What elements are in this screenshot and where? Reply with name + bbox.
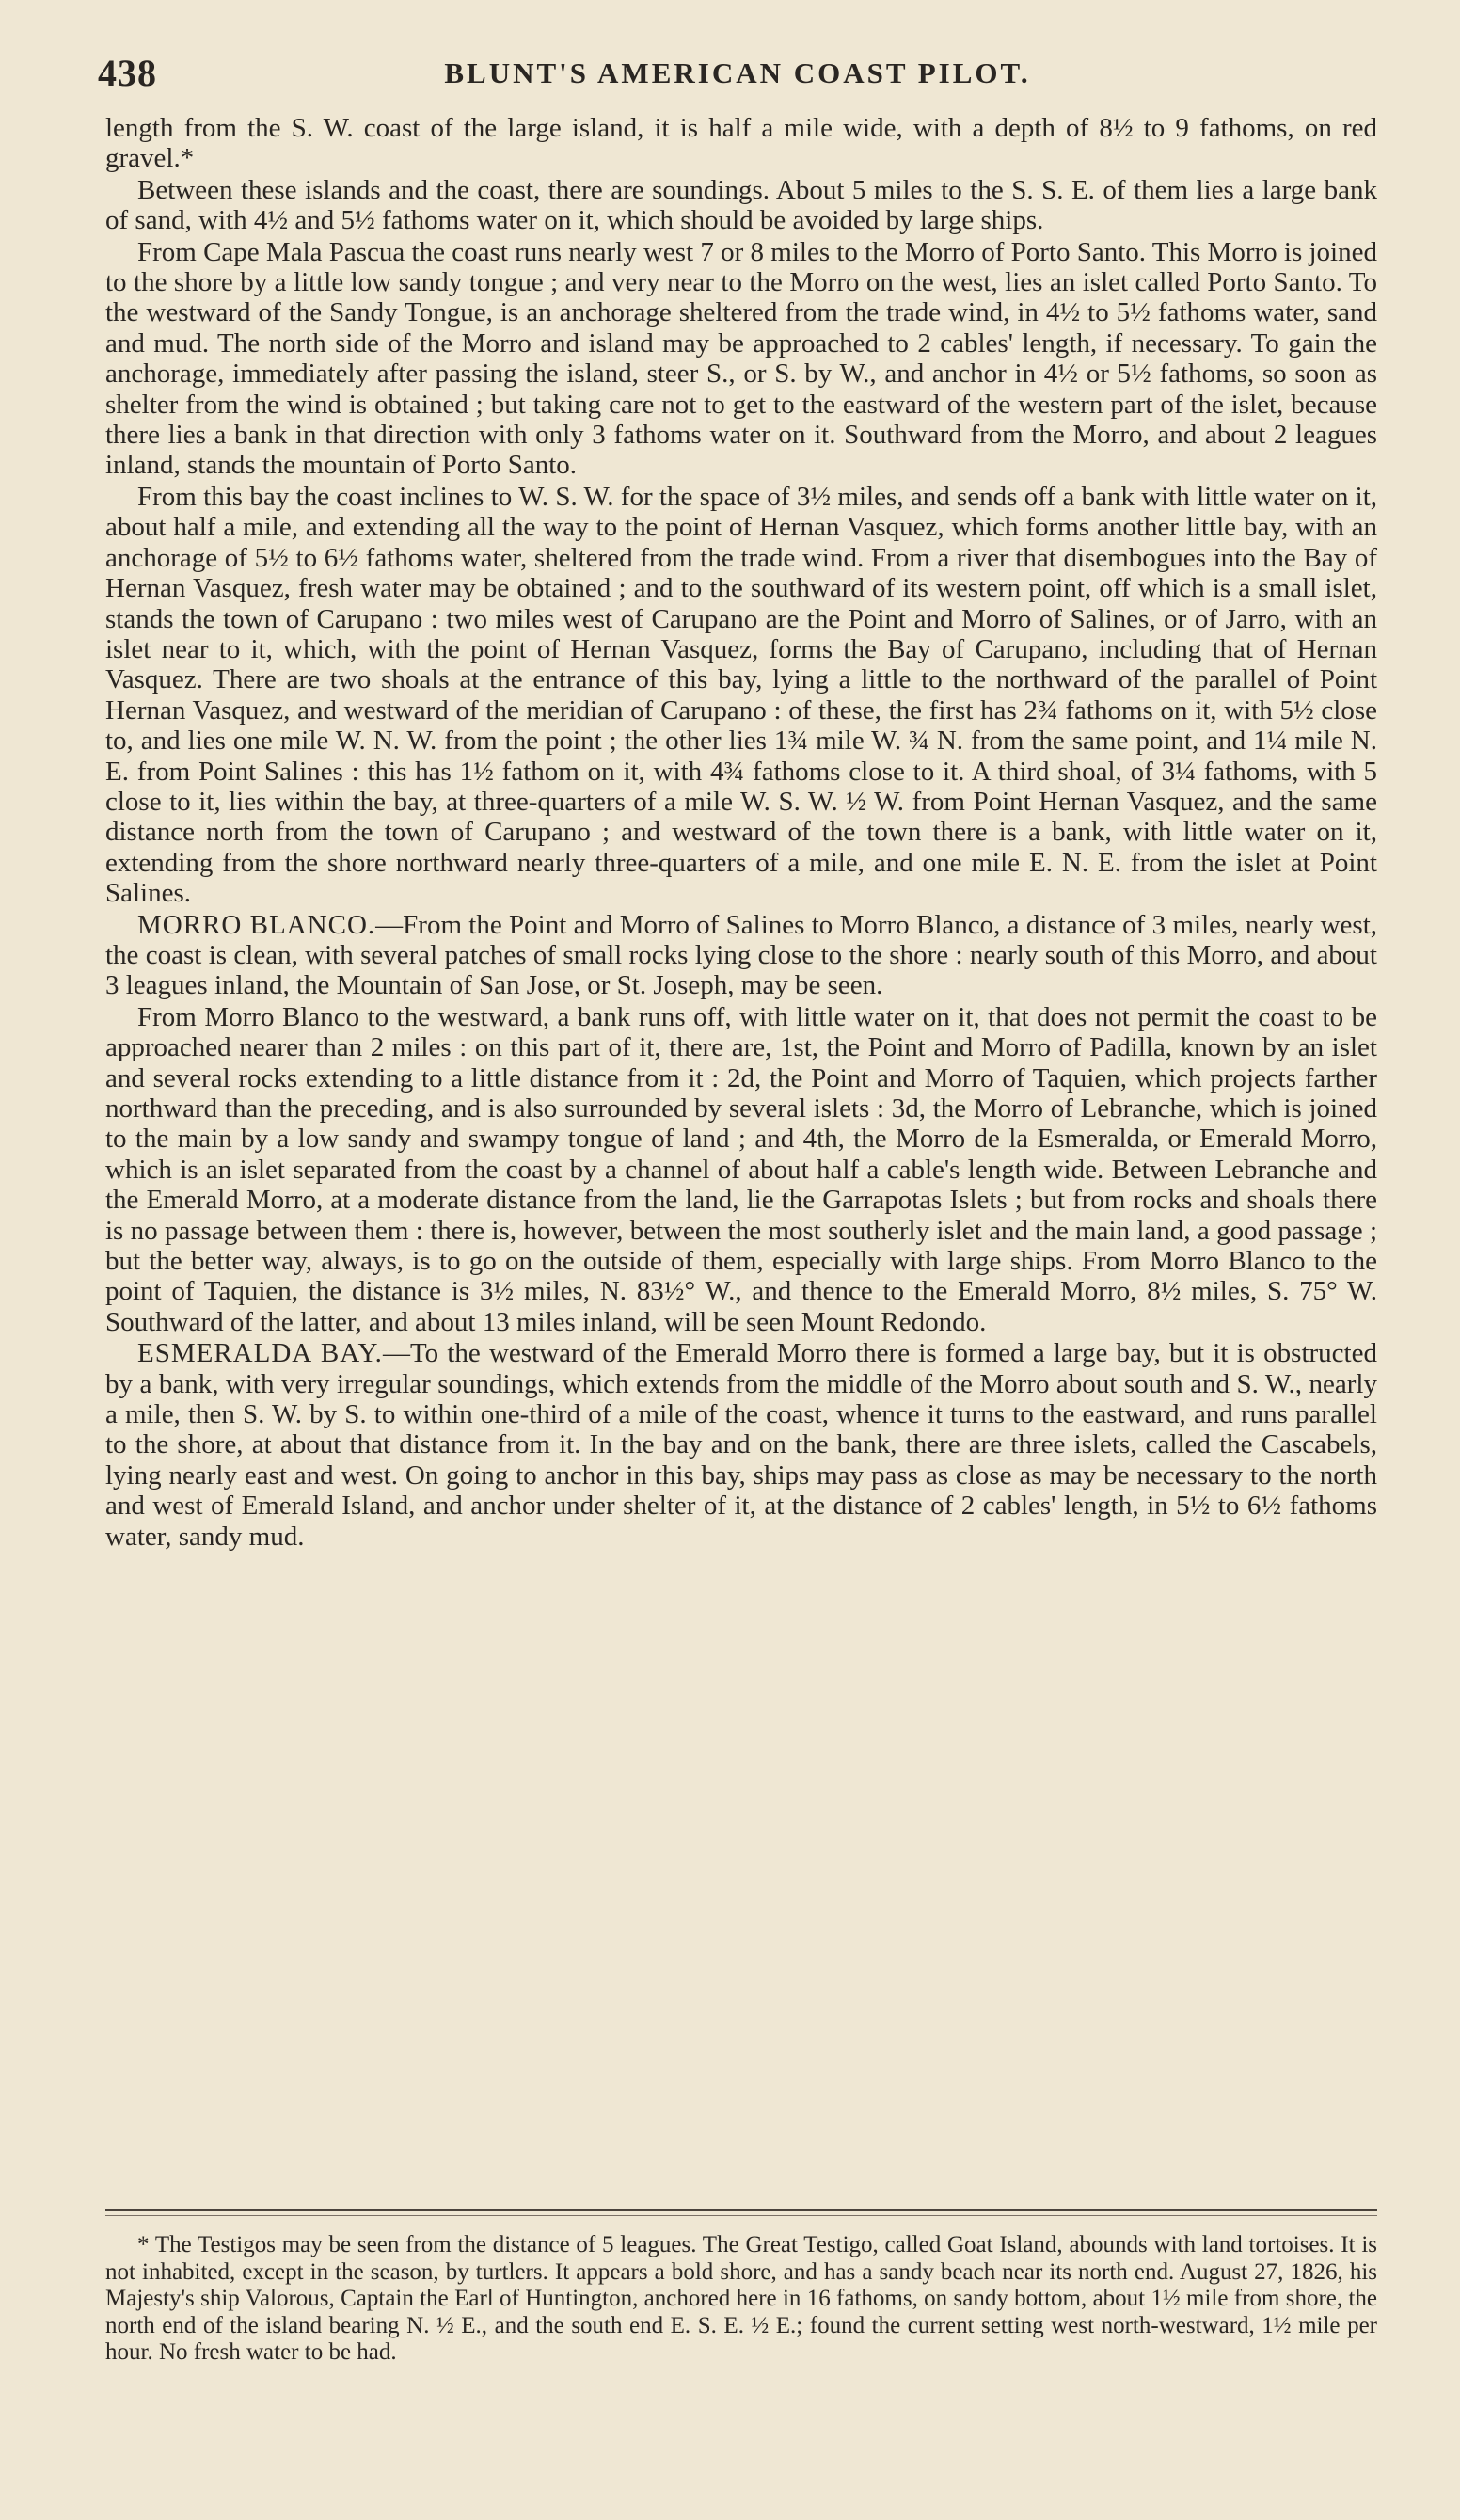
footnote-rule-top [105,2209,1377,2211]
paragraph-esmeralda-bay-text: —To the westward of the Emerald Morro there is formed a large bay, but it is obstructed by a bank, with very irregular soundings, which extends from the middle of the Morro about south and S. W., nearly a mile, then S. W. by S. to within one-third of a mile of the coast, whence it turns to the eastward, and runs parallel to the shore, at about that distance from it. In the bay and on the bank, there are three islets, called the Cascabels, lying nearly east and west. On going to anchor in this bay, ships may pass as close as may be necessary to the north and west of Emerald Island, and anchor under shelter of it, at the distance of 2 cables' length, in 5½ to 6½ fathoms water, sandy mud. [105,1338,1377,1552]
paragraph-hernan-vasquez: From this bay the coast inclines to W. S. W. for the space of 3½ miles, and sends off a bank with little water on it, about half a mile, and extending all the way to the point of Hernan Vasquez, which forms another little bay, with an anchorage of 5½ to 6½ fathoms water, sheltered from the trade wind. From a river that disembogues into the Bay of Hernan Vasquez, fresh water may be obtained ; and to the southward of its western point, off which is a small islet, stands the town of Carupano : two miles west of Carupano are the Point and Morro of Salines, or of Jarro, with an islet near to it, which, with the point of Hernan Vasquez, forms the Bay of Carupano, including that of Hernan Vasquez. There are two shoals at the entrance of this bay, lying a little to the northward of the parallel of Point Hernan Vasquez, and westward of the meridian of Carupano : of these, the first has 2¾ fathoms on it, with 5½ close to, and lies one mile W. N. W. from the point ; the other lies 1¾ mile W. ¾ N. from the same point, and 1¼ mile N. E. from Point Salines : this has 1½ fathom on it, with 4¾ fathoms close to it. A third shoal, of 3¼ fathoms, with 5 close to it, lies within the bay, at three-quarters of a mile W. S. W. ½ W. from Point Hernan Vasquez, and the same distance north from the town of Carupano ; and westward of the town there is a bank, with little water on it, extending from the shore northward nearly three-quarters of a mile, and one mile E. N. E. from the islet at Point Salines. [105,481,1377,909]
paragraph-porto-santo: From Cape Mala Pascua the coast runs nearly west 7 or 8 miles to the Morro of Porto Santo. This Morro is joined to the shore by a little low sandy tongue ; and very near to the Morro on the west, lies an islet called Porto Santo. To the westward of the Sandy Tongue, is an anchorage sheltered from the trade wind, in 4½ to 5½ fathoms water, sand and mud. The north side of the Morro and island may be approached to 2 cables' length, if necessary. To gain the anchorage, immediately after passing the island, steer S., or S. by W., and anchor in 4½ or 5½ fathoms, so soon as shelter from the wind is obtained ; but taking care not to get to the eastward of the western part of the islet, because there lies a bank in that direction with only 3 fathoms water on it. Southward from the Morro, and about 2 leagues inland, stands the mountain of Porto Santo. [105,236,1377,481]
footnote-text: * The Testigos may be seen from the distance of 5 leagues. The Great Testigo, called Goat Island, abounds with land tortoises. It is not inhabited, except in the season, by turtlers. It appears a bold shore, and has a sandy beach near its north end. August 27, 1826, his Majesty's ship Valorous, Captain the Earl of Huntington, anchored here in 16 fathoms, on sandy bottom, about 1½ mile from shore, the north end of the island bearing N. ½ E., and the south end E. S. E. ½ E.; found the current setting west north-westward, 1½ mile per hour. No fresh water to be had. [105,2232,1377,2365]
paragraph-continuation: length from the S. W. coast of the large island, it is half a mile wide, with a depth of 8½ to 9 fathoms, on red gravel.* [105,113,1377,174]
paragraph-esmeralda-bay [105,1338,1377,1552]
footnote-rule-bottom [105,2215,1377,2216]
section-heading-morro-blanco: MORRO BLANCO. [137,909,376,940]
section-heading-esmeralda-bay: ESMERALDA BAY. [137,1338,383,1369]
paragraph-morro-blanco [105,910,1377,1001]
paragraph-morro-blanco-text: —From the Point and Morro of Salines to Morro Blanco, a distance of 3 miles, nearly west, the coast is clean, with several patches of small rocks lying close to the shore : nearly south of this Morro, and about 3 leagues inland, the Mountain of San Jose, or St. Joseph, may be seen. [105,909,1378,1001]
page-number: 438 [98,52,157,94]
paragraph-soundings: Between these islands and the coast, there are soundings. About 5 miles to the S. S. E. of them lies a large bank of sand, with 4½ and 5½ fathoms water on it, which should be avoided by large ships. [105,174,1377,236]
paragraph-westward-bank: From Morro Blanco to the westward, a bank runs off, with little water on it, that does not permit the coast to be approached nearer than 2 miles : on this part of it, there are, 1st, the Point and Morro of Padilla, known by an islet and several rocks extending to a little distance from it : 2d, the Point and Morro of Taquien, which projects farther northward than the preceding, and is also surrounded by several islets : 3d, the Morro of Lebranche, which is joined to the main by a low sandy and swampy tongue of land ; and 4th, the Morro de la Esmeralda, or Emerald Morro, which is an islet separated from the coast by a channel of about half a cable's length wide. Between Lebranche and the Emerald Morro, at a moderate distance from the land, lie the Garrapotas Islets ; but from rocks and shoals there is no passage between them : there is, however, between the most southerly islet and the main land, a good passage ; but the better way, always, is to go on the outside of them, especially with large ships. From Morro Blanco to the point of Taquien, the distance is 3½ miles, N. 83½° W., and thence to the Emerald Morro, 8½ miles, S. 75° W. Southward of the latter, and about 13 miles inland, will be seen Mount Redondo. [105,1001,1377,1337]
running-head: BLUNT'S AMERICAN COAST PILOT. [444,56,1031,89]
body-text [105,113,1377,1552]
page-header [98,51,1377,94]
footnote [105,2232,1377,2367]
